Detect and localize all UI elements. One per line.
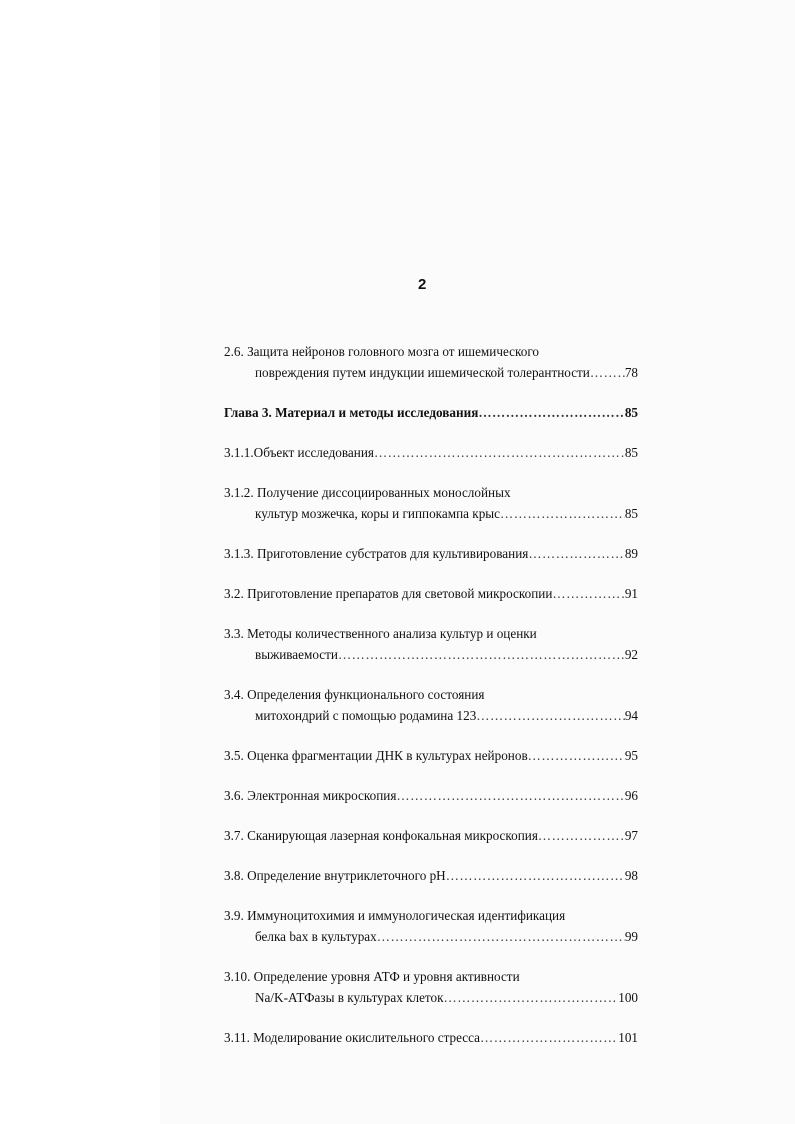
toc-page-number: 78 bbox=[624, 365, 638, 380]
toc-page-number: 85 bbox=[624, 445, 638, 460]
toc-entry-title: 3.1.2. Получение диссоциированных монослойных bbox=[224, 485, 511, 500]
toc-entry-title: 3.1.1.Объект исследования bbox=[224, 445, 374, 460]
toc-line bbox=[224, 827, 638, 848]
toc-line bbox=[224, 625, 638, 646]
toc-entry-3-3 bbox=[224, 625, 638, 667]
toc-leader-dots bbox=[478, 404, 624, 421]
toc-leader-dots bbox=[590, 364, 625, 381]
toc-entry-chapter-3 bbox=[224, 404, 638, 425]
toc-entry-2-6 bbox=[224, 343, 638, 385]
toc-leader-dots bbox=[528, 747, 625, 764]
toc-page-number: 100 bbox=[618, 990, 638, 1005]
toc-line bbox=[224, 585, 638, 606]
toc-page-number: 96 bbox=[624, 788, 638, 803]
toc-page-number: 97 bbox=[624, 828, 638, 843]
toc-line bbox=[224, 404, 638, 425]
toc-entry-title: 3.10. Определение уровня АТФ и уровня активности bbox=[224, 969, 520, 984]
toc-leader-dots bbox=[528, 545, 624, 562]
toc-page-number: 91 bbox=[624, 586, 638, 601]
toc-page-number: 92 bbox=[624, 647, 638, 662]
toc-entry-3-1-3 bbox=[224, 545, 638, 566]
toc-entry-title-continued: Na/K-АТФазы в культурах клеток bbox=[255, 990, 444, 1005]
toc-entry-3-11 bbox=[224, 1029, 638, 1050]
toc-entry-title-continued: культур мозжечка, коры и гиппокампа крыс bbox=[255, 506, 500, 521]
toc-line bbox=[224, 444, 638, 465]
toc-entry-3-5 bbox=[224, 747, 638, 768]
toc-leader-dots bbox=[396, 787, 624, 804]
toc-leader-dots bbox=[476, 707, 625, 724]
toc-entry-title: 3.8. Определение внутриклеточного pH bbox=[224, 868, 446, 883]
toc-entry-title: 3.1.3. Приготовление субстратов для культивирования bbox=[224, 546, 529, 561]
toc-entry-3-2 bbox=[224, 585, 638, 606]
toc-page-number: 98 bbox=[624, 868, 638, 883]
toc-entry-title: 2.6. Защита нейронов головного мозга от ишемического bbox=[224, 344, 540, 359]
toc-entry-3-4 bbox=[224, 686, 638, 728]
toc-page-number: 85 bbox=[624, 506, 638, 521]
toc-line bbox=[224, 343, 638, 364]
toc-entry-title: 3.7. Сканирующая лазерная конфокальная микроскопия bbox=[224, 828, 538, 843]
toc-entry-title: Глава 3. Материал и методы исследования bbox=[224, 405, 479, 420]
toc-page-number: 101 bbox=[618, 1030, 638, 1045]
toc-line bbox=[224, 787, 638, 808]
toc-line bbox=[224, 1029, 638, 1050]
toc-entry-title: 3.2. Приготовление препаратов для световой микроскопии bbox=[224, 586, 553, 601]
toc-entry-3-7 bbox=[224, 827, 638, 848]
toc-page-number: 85 bbox=[624, 405, 638, 420]
toc-line bbox=[224, 484, 638, 505]
toc-line bbox=[224, 747, 638, 768]
toc-entry-3-10 bbox=[224, 968, 638, 1010]
toc-line bbox=[224, 707, 638, 728]
toc-line bbox=[224, 907, 638, 928]
toc-entry-title: 3.11. Моделирование окислительного стресса bbox=[224, 1030, 481, 1045]
page-number: 2 bbox=[418, 276, 427, 293]
toc-entry-title: 3.5. Оценка фрагментации ДНК в культурах нейронов bbox=[224, 748, 528, 763]
toc-entry-3-9 bbox=[224, 907, 638, 949]
toc-entry-title: 3.4. Определения функционального состояния bbox=[224, 687, 485, 702]
toc-entry-title-continued: белка bax в культурах bbox=[255, 929, 377, 944]
toc-entry-title: 3.6. Электронная микроскопия bbox=[224, 788, 397, 803]
toc-leader-dots bbox=[446, 867, 625, 884]
toc-leader-dots bbox=[500, 505, 625, 522]
toc-entry-3-8 bbox=[224, 867, 638, 888]
toc-line bbox=[224, 545, 638, 566]
toc-leader-dots bbox=[552, 585, 624, 602]
toc-leader-dots bbox=[338, 646, 625, 663]
toc-leader-dots bbox=[377, 928, 625, 945]
toc-entry-title-continued: митохондрий с помощью родамина 123 bbox=[255, 708, 477, 723]
toc-entry-3-1-2 bbox=[224, 484, 638, 526]
toc-line bbox=[224, 867, 638, 888]
toc-line bbox=[224, 505, 638, 526]
toc-page-number: 94 bbox=[624, 708, 638, 723]
table-of-contents bbox=[224, 343, 638, 1069]
toc-entry-title: 3.3. Методы количественного анализа культур и оценки bbox=[224, 626, 537, 641]
toc-line bbox=[224, 989, 638, 1010]
toc-line bbox=[224, 686, 638, 707]
toc-leader-dots bbox=[538, 827, 625, 844]
toc-leader-dots bbox=[374, 444, 625, 461]
toc-line bbox=[224, 928, 638, 949]
toc-line bbox=[224, 364, 638, 385]
toc-page-number: 89 bbox=[624, 546, 638, 561]
toc-page-number: 99 bbox=[624, 929, 638, 944]
toc-page-number: 95 bbox=[624, 748, 638, 763]
toc-entry-title-continued: выживаемости bbox=[255, 647, 338, 662]
toc-leader-dots bbox=[480, 1029, 618, 1046]
toc-line bbox=[224, 968, 638, 989]
toc-leader-dots bbox=[444, 989, 619, 1006]
toc-entry-title: 3.9. Иммуноцитохимия и иммунологическая идентификация bbox=[224, 908, 566, 923]
toc-entry-title-continued: повреждения путем индукции ишемической толерантности bbox=[255, 365, 590, 380]
toc-entry-3-1-1 bbox=[224, 444, 638, 465]
toc-entry-3-6 bbox=[224, 787, 638, 808]
toc-line bbox=[224, 646, 638, 667]
